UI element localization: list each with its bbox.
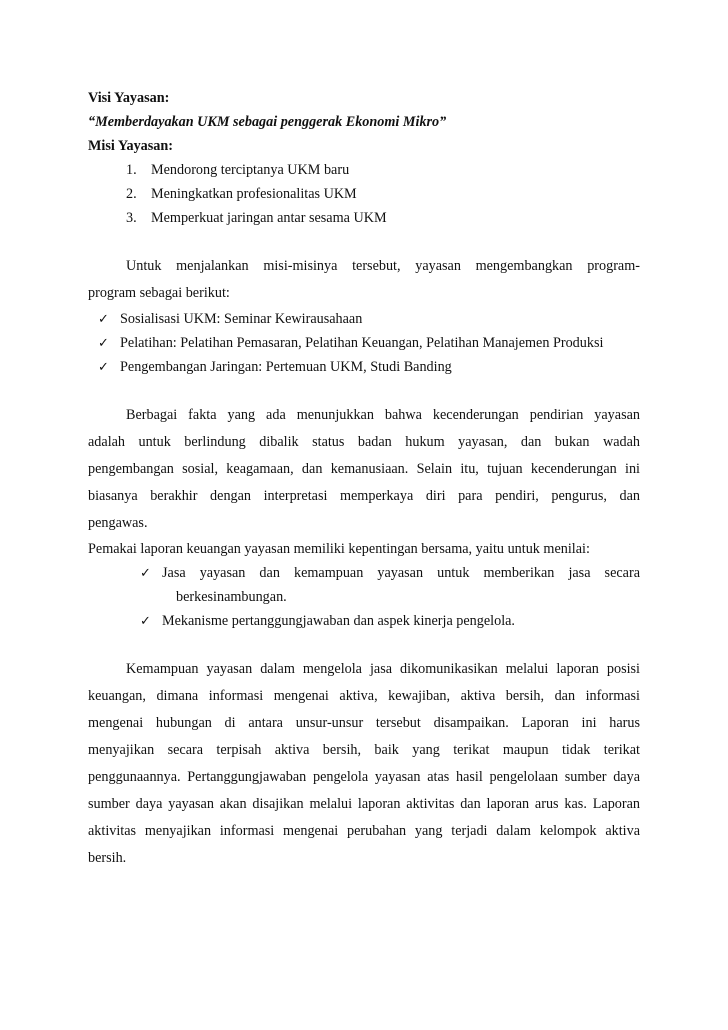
pemakai-item-text: Jasa yayasan dan kemampuan yayasan untuk memberikan jasa secara [162, 565, 640, 581]
fakta-paragraph [88, 402, 640, 537]
paragraph-line: menyajikan secara terpisah aktiva bersih, baik yang terikat maupun tidak terikat [88, 742, 640, 758]
paragraph-line: pengembangan sosial, keagamaan, dan kemanusiaan. Selain itu, tujuan kecenderungan ini [88, 461, 640, 477]
paragraph-line: penggunaannya. Pertanggungjawaban pengelola yayasan atas hasil pengelolaan sumber daya [88, 769, 640, 785]
kemampuan-paragraph [88, 656, 640, 872]
pemakai-item-continuation: berkesinambungan. [176, 589, 287, 605]
program-intro-paragraph [88, 253, 640, 307]
program-item-text: Pengembangan Jaringan: Pertemuan UKM, Studi Banding [120, 359, 452, 375]
paragraph-line: adalah untuk berlindung dibalik status badan hukum yayasan, dan bukan wadah [88, 434, 640, 450]
misi-item-number: 3. [126, 210, 137, 226]
visi-heading: Visi Yayasan: [88, 90, 170, 106]
misi-item [88, 182, 640, 206]
paragraph-line: Untuk menjalankan misi-misinya tersebut, yayasan mengembangkan program- [126, 258, 640, 274]
misi-item-number: 2. [126, 186, 137, 202]
paragraph-line: mengenai hubungan di antara unsur-unsur tersebut disampaikan. Laporan ini harus [88, 715, 640, 731]
misi-item-text: Memperkuat jaringan antar sesama UKM [151, 210, 387, 226]
pemakai-item-text: Mekanisme pertanggungjawaban dan aspek kinerja pengelola. [162, 613, 515, 629]
paragraph-line: aktivitas menyajikan informasi mengenai perubahan yang terjadi dalam kelompok aktiva [88, 823, 640, 839]
paragraph-line: Kemampuan yayasan dalam mengelola jasa dikomunikasikan melalui laporan posisi [126, 661, 640, 677]
program-item-text: Sosialisasi UKM: Seminar Kewirausahaan [120, 311, 363, 327]
paragraph-line: biasanya berakhir dengan interpretasi memperkaya diri para pendiri, pengurus, dan [88, 488, 640, 504]
checkmark-icon: ✓ [140, 565, 151, 580]
paragraph-line: keuangan, dimana informasi mengenai aktiva, kewajiban, aktiva bersih, dan informasi [88, 688, 640, 704]
program-item [88, 331, 640, 355]
checkmark-icon: ✓ [98, 359, 109, 374]
spacer [88, 230, 640, 253]
misi-item [88, 206, 640, 230]
document-page [88, 86, 640, 872]
spacer [88, 379, 640, 402]
misi-item-text: Mendorong terciptanya UKM baru [151, 162, 350, 178]
pemakai-intro: Pemakai laporan keuangan yayasan memiliki kepentingan bersama, yaitu untuk menilai: [88, 541, 590, 557]
checkmark-icon: ✓ [140, 613, 151, 628]
misi-item-text: Meningkatkan profesionalitas UKM [151, 186, 357, 202]
visi-quote: “Memberdayakan UKM sebagai penggerak Ekonomi Mikro” [88, 114, 447, 130]
pemakai-item [88, 609, 640, 633]
program-item [88, 307, 640, 331]
misi-heading: Misi Yayasan: [88, 138, 173, 154]
checkmark-icon: ✓ [98, 335, 109, 350]
paragraph-line: program sebagai berikut: [88, 285, 230, 301]
program-item-text: Pelatihan: Pelatihan Pemasaran, Pelatihan Keuangan, Pelatihan Manajemen Produksi [120, 335, 604, 351]
program-item [88, 355, 640, 379]
paragraph-line: bersih. [88, 850, 127, 866]
misi-item-number: 1. [126, 162, 137, 178]
pemakai-item [88, 561, 640, 585]
checkmark-icon: ✓ [98, 311, 109, 326]
paragraph-line: Berbagai fakta yang ada menunjukkan bahwa kecenderungan pendirian yayasan [126, 407, 640, 423]
misi-item [88, 158, 640, 182]
paragraph-line: pengawas. [88, 515, 148, 531]
spacer [88, 633, 640, 656]
paragraph-line: sumber daya yayasan akan disajikan melalui laporan aktivitas dan laporan arus kas. Laporan [88, 796, 640, 812]
